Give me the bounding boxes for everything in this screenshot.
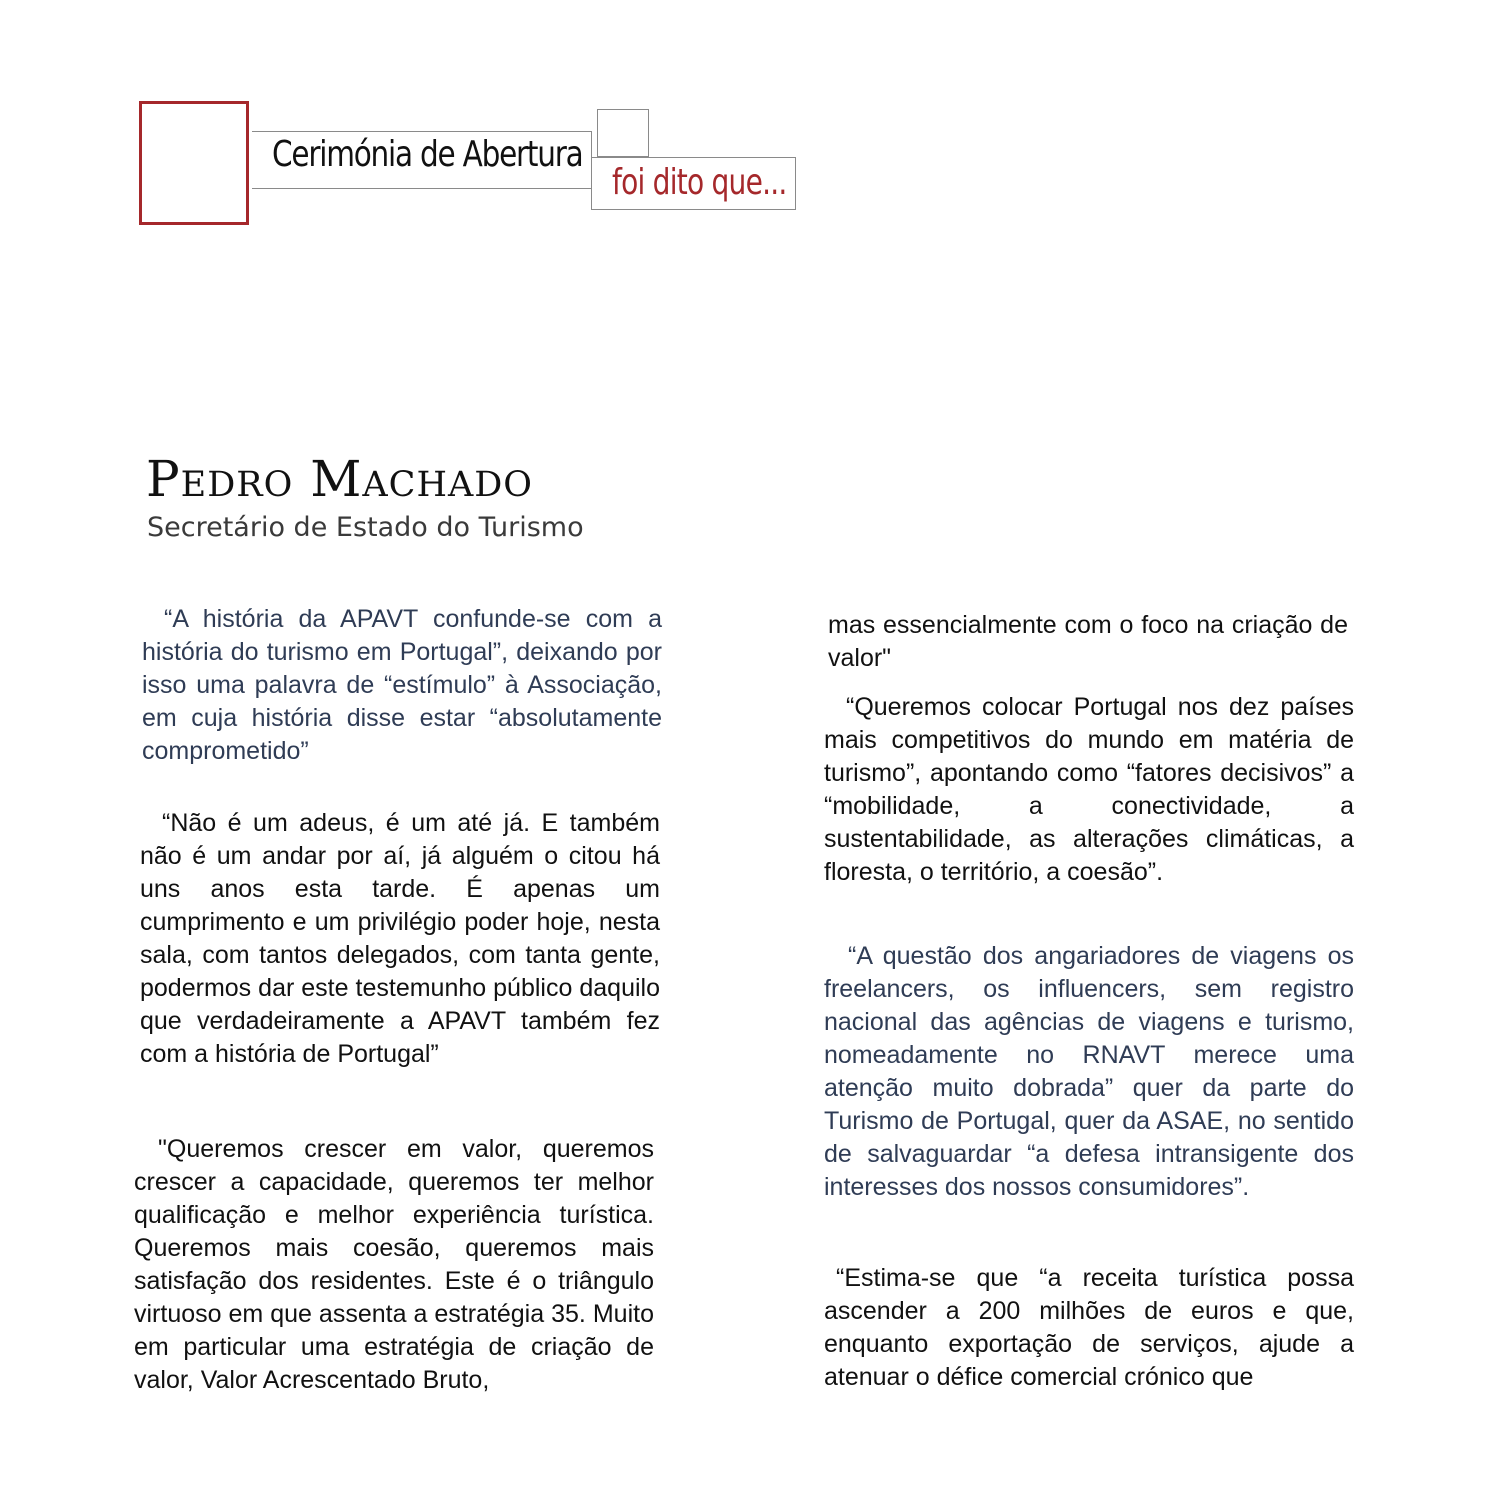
header-red-frame: [139, 101, 249, 225]
speaker-role: Secretário de Estado do Turismo: [147, 512, 584, 543]
header-small-frame: [597, 109, 649, 157]
quote-paragraph: “A história da APAVT confunde-se com a história do turismo em Portugal”, deixando por isso uma palavra de “estímulo” à Associação, em cuja história disse estar “absolutamente comprometido”: [142, 605, 662, 765]
quote-paragraph: "Queremos crescer em valor, queremos crescer a capacidade, queremos ter melhor qualificação e melhor experiência turística. Queremos mais coesão, queremos mais satisfação dos residentes. Este é o triângulo virtuoso em que assenta a estratégia 35. Muito em particular uma estratégia de criação de valor, Valor Acrescentado Bruto,: [134, 1135, 654, 1394]
quote-paragraph: “A questão dos angariadores de viagens os freelancers, os influencers, sem registro nacional das agências de viagens e turismo, nomeadamente no RNAVT merece uma atenção muito dobrada” quer da parte do Turismo de Portugal, quer da ASAE, no sentido de salvaguardar “a defesa intransigente dos interesses dos nossos consumidores”.: [824, 942, 1354, 1201]
section-tagline: foi dito que...: [612, 162, 787, 203]
quote-paragraph: “Não é um adeus, é um até já. E também não é um andar por aí, já alguém o citou há uns anos esta tarde. É apenas um cumprimento e um privilégio poder hoje, nesta sala, com tantos delegados, com tanta gente, podermos dar este testemunho público daquilo que verdadeiramente a APAVT também fez com a história de Portugal”: [140, 809, 660, 1068]
quote-paragraph: “Queremos colocar Portugal nos dez países mais competitivos do mundo em matéria de turismo”, apontando como “fatores decisivos” a “mobilidade, a conectividade, a sustentabilidade, as alterações climáticas, a floresta, o território, a coesão”.: [824, 693, 1354, 886]
quote-paragraph: “Estima-se que “a receita turística possa ascender a 200 milhões de euros e que, enquanto exportação de serviços, ajude a atenuar o défice comercial crónico que: [824, 1264, 1354, 1391]
quote-paragraph: mas essencialmente com o foco na criação de valor": [828, 611, 1348, 672]
section-title: Cerimónia de Abertura: [272, 134, 583, 175]
speaker-name: Pedro Machado: [146, 450, 533, 508]
